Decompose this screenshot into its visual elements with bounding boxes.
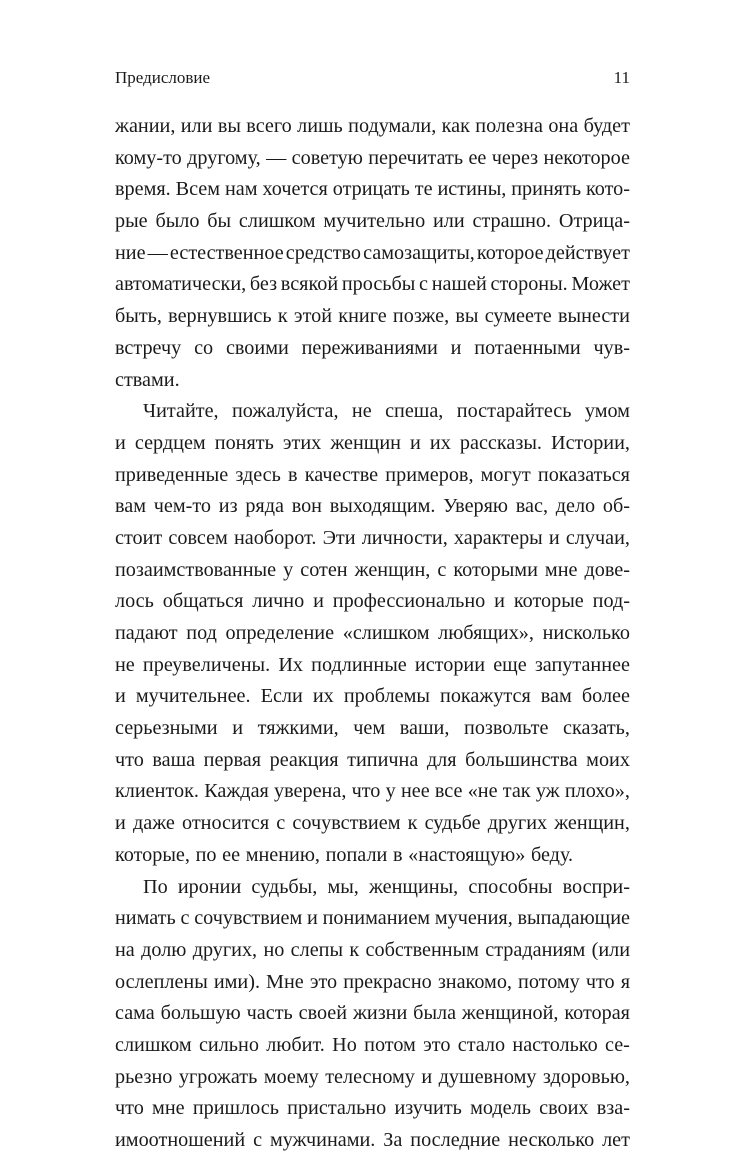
text-line: не преувеличены. Их подлинные истории еще запутаннее bbox=[115, 653, 630, 676]
running-head bbox=[115, 68, 630, 94]
text-line: что мне пришлось пристально изучить модель своих вза- bbox=[115, 1097, 630, 1120]
text-line: жании, или вы всего лишь подумали, как полезна она будет bbox=[115, 115, 630, 137]
text-line: нимать с сочувствием и пониманием мучения, выпадающие bbox=[115, 907, 630, 930]
text-line: которые, по ее мнению, попали в «настоящую» беду. bbox=[115, 843, 574, 866]
text-line: лось общаться лично и профессионально и которые под- bbox=[115, 590, 630, 613]
text-line: что ваша первая реакция типична для большинства моих bbox=[115, 748, 630, 771]
text-line: ослеплены ими). Мне это прекрасно знакомо, потому что я bbox=[115, 970, 630, 993]
text-line: По иронии судьбы, мы, женщины, способны воспри- bbox=[143, 875, 630, 898]
text-line: и сердцем понять этих женщин и их рассказы. Истории, bbox=[115, 431, 630, 454]
text-line: рые было бы слишком мучительно или страшно. Отрица- bbox=[115, 210, 630, 233]
text-line: время. Всем нам хочется отрицать те истины, принять кото- bbox=[115, 178, 630, 201]
text-line: встречу со своими переживаниями и потаенными чув- bbox=[115, 336, 630, 359]
text-line: стоит совсем наоборот. Эти личности, характеры и случаи, bbox=[115, 526, 630, 549]
text-line: падают под определение «слишком любящих», нисколько bbox=[115, 622, 630, 644]
text-line: серьезными и тяжкими, чем ваши, позвольте сказать, bbox=[115, 717, 630, 740]
text-line: слишком сильно любит. Но потом это стало настолько се- bbox=[115, 1033, 630, 1056]
text-line: клиенток. Каждая уверена, что у нее все «не так уж плохо», bbox=[115, 780, 630, 803]
text-line: автоматически, без всякой просьбы с нашей стороны. Может bbox=[115, 273, 630, 296]
text-line: ствами. bbox=[115, 368, 180, 391]
text-line: кому-то другому, — советую перечитать ее через некоторое bbox=[115, 146, 630, 169]
text-line: и даже относится с сочувствием к судьбе других женщин, bbox=[115, 812, 630, 835]
text-line: быть, вернувшись к этой книге позже, вы сумеете вынести bbox=[115, 305, 630, 328]
text-line: ние — естественное средство самозащиты, которое действует bbox=[115, 241, 630, 264]
text-line: позаимствованные у сотен женщин, с которыми мне дове- bbox=[115, 558, 630, 581]
text-line: имоотношений с мужчинами. За последние несколько лет bbox=[115, 1129, 630, 1151]
text-line: рьезно угрожать моему телесному и душевному здоровью, bbox=[115, 1065, 630, 1088]
text-line: сама большую часть своей жизни была женщиной, которая bbox=[115, 1002, 630, 1025]
text-line: приведенные здесь в качестве примеров, могут показаться bbox=[115, 463, 630, 486]
page-number: 11 bbox=[613, 68, 630, 87]
text-line: Читайте, пожалуйста, не спеша, постарайтесь умом bbox=[143, 400, 630, 423]
text-line: на долю других, но слепы к собственным страданиям (или bbox=[115, 938, 630, 961]
text-line: и мучительнее. Если их проблемы покажутся вам более bbox=[115, 685, 630, 708]
section-title: Предисловие bbox=[115, 68, 211, 87]
text-line: вам чем-то из ряда вон выходящим. Уверяю вас, дело об- bbox=[115, 495, 630, 518]
